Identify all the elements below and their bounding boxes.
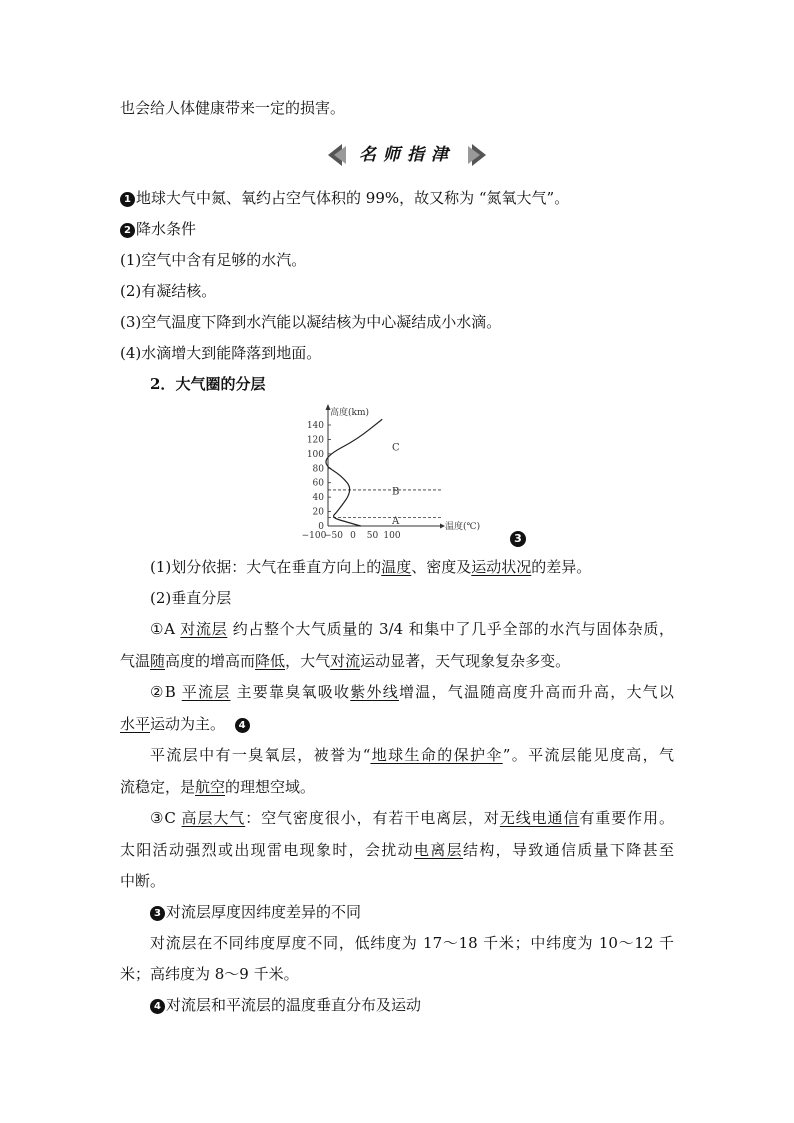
x-tick-label: −50 [324,531,343,541]
note-2-heading [120,219,196,239]
keyword: 水平 [120,715,151,733]
text: ②B [150,683,176,701]
y-tick-label: 40 [312,493,324,504]
keyword: 高层大气 [181,809,246,827]
layer-label: B [392,486,400,498]
text: 流稳定，是 [120,778,196,796]
section-number: 2． [150,375,176,393]
layer-c-line-3: 中断。 [120,872,166,890]
note-number-badge: 1 [120,192,135,207]
ozone-line-1 [150,745,674,765]
y-tick-label: 140 [306,421,324,431]
text: 的理想空域。 [225,778,316,796]
y-axis-label: 高度(km) [330,408,370,418]
text: 运动为主。 [150,715,226,733]
ref-badge-3: 3 [510,531,526,547]
note-3-heading [150,902,361,922]
keyword: 无线电通信 [499,809,580,827]
keyword: 运动状况 [471,558,532,576]
text: 高度的增高而 [165,652,256,670]
note-1 [120,188,569,208]
y-tick-label: 80 [312,464,324,475]
keyword: 随 [150,652,166,670]
text: 、密度及 [411,558,472,576]
text: 平流层中有一臭氧层，被誉为“ [150,746,371,764]
atmosphere-layer-chart [294,402,494,542]
y-tick-label: 60 [312,478,324,489]
note-number-badge: 2 [120,223,135,238]
section-heading [150,374,265,394]
text: 气温 [120,652,151,670]
layer-b-line-2 [120,714,251,734]
text: 增温，气温随高度升高而升高，大气以 [398,683,674,701]
note-number-badge: 4 [150,999,165,1014]
note-1-text: 地球大气中氮、氧约占空气体积的 99%，故又称为 “氮氧大气”。 [136,189,570,207]
y-tick-label: 20 [312,507,324,518]
text: ③C [150,809,176,827]
text: 结构，导致通信质量下降甚至 [462,841,674,859]
note-4-title: 对流层和平流层的温度垂直分布及运动 [166,996,422,1014]
continuation-line: 也会给人体健康带来一定的损害。 [120,99,346,117]
keyword: 降低 [255,652,286,670]
note-number-badge: 3 [150,906,165,921]
section-title: 大气圈的分层 [175,375,266,393]
layer-label: A [392,515,400,527]
text: ：空气密度很小，有若干电离层，对 [245,809,500,827]
keyword: 温度 [381,558,412,576]
note-3-title: 对流层厚度因纬度差异的不同 [166,903,362,921]
text: 约占整个大气质量的 3/4 和集中了几乎全部的水汽与固体杂质， [232,620,674,638]
division-basis [150,557,591,577]
text: 主要靠臭氧吸收 [236,683,351,701]
note-2-item: (2)有凝结核。 [120,282,217,300]
x-tick-label: 50 [366,531,379,541]
keyword: 电离层 [413,841,463,859]
layer-c-line-1 [150,808,674,828]
note-2-item: (3)空气温度下降到水汽能以凝结核为中心凝结成小水滴。 [120,313,502,331]
y-tick-label: 0 [318,522,324,532]
layer-label: C [392,442,400,454]
keyword: 平流层 [181,683,231,701]
vertical-layers-heading: (2)垂直分层 [150,589,232,607]
text: 有重要作用。 [579,809,674,827]
layer-a-line-2 [120,651,570,671]
layer-b-line-1 [150,682,674,702]
keyword: 紫外线 [350,683,399,701]
ref-badge-4: 4 [235,718,250,733]
note-3-line-2: 米；高纬度为 8～9 千米。 [120,965,299,983]
note-3-line-1: 对流层在不同纬度厚度不同，低纬度为 17～18 千米；中纬度为 10～12 千 [150,934,674,952]
x-axis-label: 温度(℃) [445,522,481,532]
temperature-curve [326,419,382,526]
text: ①A [150,620,175,638]
keyword: 对流 [330,652,361,670]
teacher-tips-banner [324,140,490,170]
banner-title: 名师指津 [359,145,455,165]
note-4-heading [150,995,421,1015]
note-2-title: 降水条件 [136,220,197,238]
text: ，大气 [285,652,331,670]
x-tick-label: 100 [383,531,401,541]
ozone-line-2 [120,777,315,797]
layer-a-line-1 [150,619,674,639]
text: (1)划分依据：大气在垂直方向上的 [150,558,382,576]
chart-ref-mark [510,528,527,547]
keyword: 地球生命的保护伞 [370,746,503,764]
y-tick-label: 120 [306,435,324,446]
note-2-item: (1)空气中含有足够的水汽。 [120,251,307,269]
x-tick-label: 0 [350,531,356,541]
x-tick-label: −100 [301,531,327,541]
text: 太阳活动强烈或出现雷电现象时，会扰动 [120,841,414,859]
keyword: 航空 [195,778,226,796]
layer-c-line-2 [120,840,674,860]
text: ”。平流层能见度高，气 [502,746,674,764]
text: 的差异。 [531,558,592,576]
note-2-item: (4)水滴增大到能降落到地面。 [120,344,322,362]
y-tick-label: 100 [306,449,324,460]
keyword: 对流层 [180,620,228,638]
text: 运动显著，天气现象复杂多变。 [360,652,571,670]
